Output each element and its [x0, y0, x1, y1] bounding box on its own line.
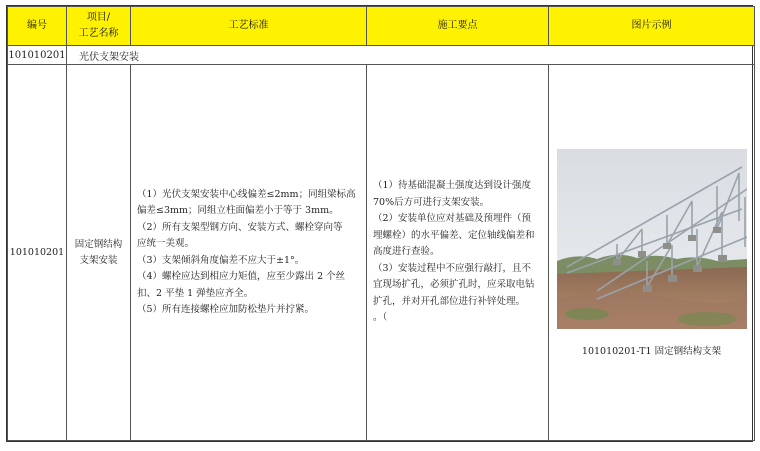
standard-line: 扣、2 平垫 1 弹垫应齐全。 [137, 287, 254, 299]
header-item-line1: 项目/ [86, 12, 111, 23]
points-line: （1）待基础混凝土强度达到设计强度 [373, 180, 532, 192]
standard-line: （3）支架倾斜角度偏差不应大于±1°。 [137, 254, 305, 266]
row-item-line2: 支架安装 [79, 254, 118, 266]
photo-cell [549, 65, 755, 441]
header-points: 施工要点 [367, 7, 549, 46]
standard-line: （1）光伏支架安装中心线偏差≤2mm；同组梁标高 [137, 188, 356, 200]
header-photo: 图片示例 [549, 7, 755, 46]
section-row [8, 46, 755, 65]
header-row [8, 7, 755, 46]
photo-caption: 101010201-T1 固定钢结构支架 [581, 345, 722, 357]
section-name: 光伏支架安装 [67, 46, 755, 65]
section-code: 101010201 [8, 46, 67, 65]
points-line: 70%后方可进行支架安装。 [373, 196, 490, 208]
header-standard: 工艺标准 [131, 7, 367, 46]
header-item-line2: 工艺名称 [78, 28, 119, 39]
standard-line: 应统一美观。 [137, 238, 195, 249]
standard-line: （5）所有连接螺栓应加防松垫片并拧紧。 [137, 304, 315, 315]
points-line: 。（ [373, 312, 388, 324]
standard-line: （4）螺栓应达到相应力矩值，应至少露出 2 个丝 [137, 271, 346, 282]
points-line: （3）安装过程中不应强行敲打，且不 [373, 262, 532, 274]
header-code: 编号 [8, 7, 67, 46]
row-code: 101010201 [8, 65, 67, 441]
standard-cell [131, 65, 367, 441]
header-item [67, 7, 131, 46]
points-line: 扩孔，并对开孔部位进行补锌处理。 [373, 295, 526, 307]
row-item-line1: 固定钢结构 [74, 238, 123, 250]
points-cell [367, 65, 549, 441]
solar-bracket-photo [557, 149, 747, 329]
spec-table [7, 6, 755, 441]
points-line: 宜现场扩孔，必须扩孔时，应采取电钻 [373, 279, 535, 291]
content-row [8, 65, 755, 441]
points-line: （2）安装单位应对基础及预埋件（预 [373, 213, 532, 225]
standard-line: 偏差≤3mm；同组立柱面偏差小于等于 3mm。 [137, 205, 339, 216]
points-line: 埋螺栓）的水平偏差、定位轴线偏差和 [373, 229, 535, 241]
standard-line: （2）所有支架型钢方向、安装方式、螺栓穿向等 [137, 221, 343, 233]
spec-table-sheet [6, 5, 753, 442]
points-line: 高度进行查验。 [373, 246, 440, 258]
row-item [67, 65, 131, 441]
